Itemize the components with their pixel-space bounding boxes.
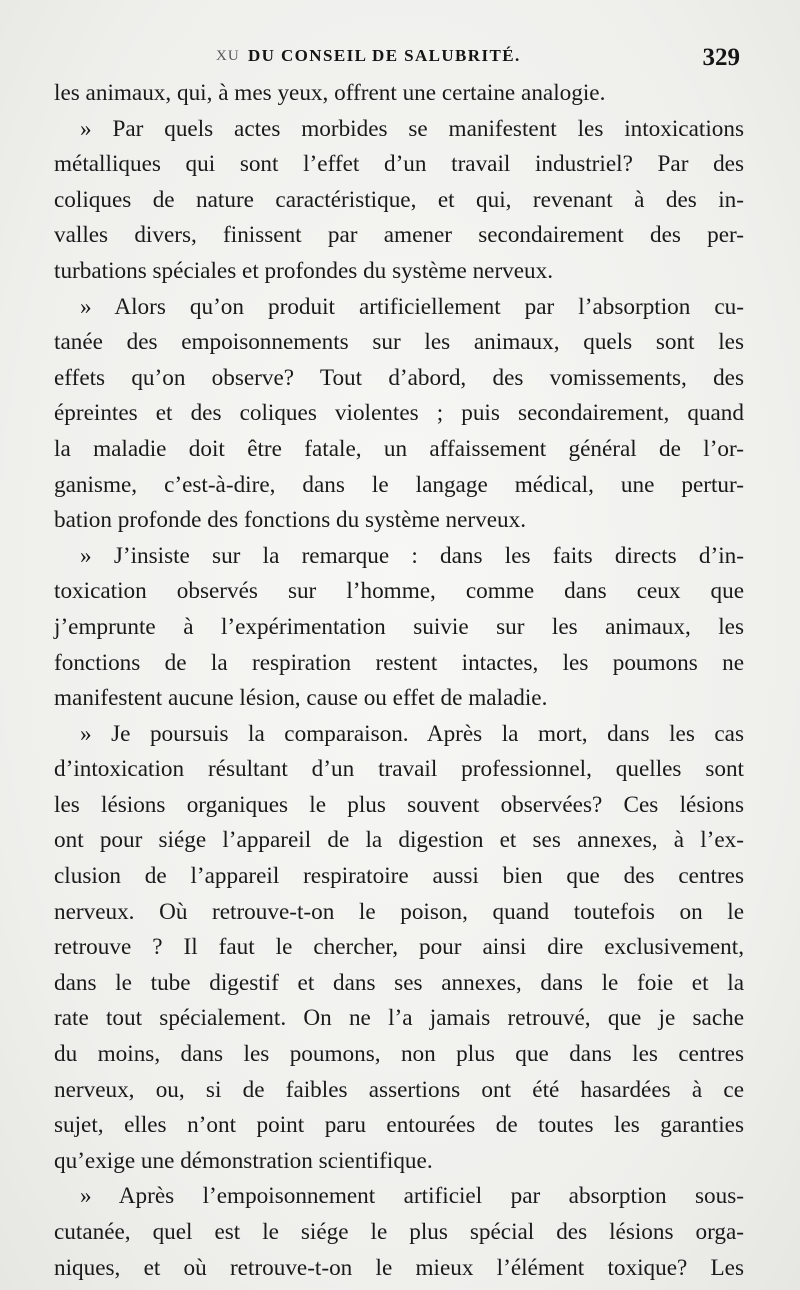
text-line: retrouve ? Il faut le chercher, pour ainsi dire exclusivement, bbox=[54, 934, 744, 961]
text-line: manifestent aucune lésion, cause ou effet de maladie. bbox=[54, 685, 548, 712]
text-line: cutanée, quel est le siége le plus spécial des lésions orga- bbox=[54, 1219, 744, 1245]
head-margin-mark: XU bbox=[216, 48, 240, 64]
text-line: la maladie doit être fatale, un affaissement général de l’or- bbox=[54, 435, 744, 462]
text-line: j’emprunte à l’expérimentation suivie sur les animaux, les bbox=[54, 613, 744, 640]
text-line: du moins, dans les poumons, non plus que dans les centres bbox=[54, 1041, 744, 1068]
text-line: dans le tube digestif et dans ses annexes, dans le foie et la bbox=[54, 969, 744, 996]
text-line: toxication observés sur l’homme, comme dans ceux que bbox=[54, 578, 744, 605]
text-line: épreintes et des coliques violentes ; puis secondairement, quand bbox=[54, 400, 744, 427]
text-line: nerveux. Où retrouve-t-on le poison, quand toutefois on le bbox=[54, 898, 744, 925]
page-number: 329 bbox=[702, 44, 740, 71]
text-line: niques, et où retrouve-t-on le mieux l’élément toxique? Les bbox=[54, 1254, 744, 1281]
text-line: » Après l’empoisonnement artificiel par absorption sous- bbox=[80, 1183, 744, 1210]
text-line: fonctions de la respiration restent intactes, les poumons ne bbox=[54, 649, 744, 676]
text-line: d’intoxication résultant d’un travail professionnel, quelles sont bbox=[54, 756, 744, 783]
text-line: turbations spéciales et profondes du système nerveux. bbox=[54, 257, 554, 284]
text-line: » Je poursuis la comparaison. Après la mort, dans les cas bbox=[80, 720, 744, 747]
text-line: sujet, elles n’ont point paru entourées de toutes les garanties bbox=[54, 1112, 744, 1139]
text-line: effets qu’on observe? Tout d’abord, des vomissements, des bbox=[54, 364, 744, 391]
text-line: les animaux, qui, à mes yeux, offrent une certaine analogie. bbox=[54, 80, 606, 106]
text-line: clusion de l’appareil respiratoire aussi bien que des centres bbox=[54, 863, 744, 890]
text-line: qu’exige une démonstration scientifique. bbox=[54, 1147, 433, 1174]
text-line: les lésions organiques le plus souvent observées? Ces lésions bbox=[54, 791, 744, 818]
text-line: ont pour siége l’appareil de la digestion et ses annexes, à l’ex- bbox=[54, 827, 744, 854]
text-line: nerveux, ou, si de faibles assertions ont été hasardées à ce bbox=[54, 1076, 744, 1103]
text-line: rate tout spécialement. On ne l’a jamais retrouvé, que je sache bbox=[54, 1005, 744, 1032]
text-line: ganisme, c’est-à-dire, dans le langage médical, une pertur- bbox=[54, 471, 744, 498]
text-line: coliques de nature caractéristique, et qui, revenant à des in- bbox=[54, 186, 744, 213]
text-line: valles divers, finissent par amener secondairement des per- bbox=[54, 222, 744, 249]
text-line: » Alors qu’on produit artificiellement par l’absorption cu- bbox=[80, 293, 744, 320]
text-line: » Par quels actes morbides se manifestent les intoxications bbox=[80, 115, 744, 142]
running-head-title: DU CONSEIL DE SALUBRITÉ. bbox=[248, 46, 521, 65]
running-head bbox=[0, 44, 800, 74]
text-line: métalliques qui sont l’effet d’un travail industriel? Par des bbox=[54, 151, 744, 178]
text-line: tanée des empoisonnements sur les animaux, quels sont les bbox=[54, 329, 744, 356]
body-text bbox=[54, 76, 744, 1286]
text-line: » J’insiste sur la remarque : dans les faits directs d’in- bbox=[80, 542, 744, 569]
text-line: bation profonde des fonctions du système nerveux. bbox=[54, 507, 527, 534]
